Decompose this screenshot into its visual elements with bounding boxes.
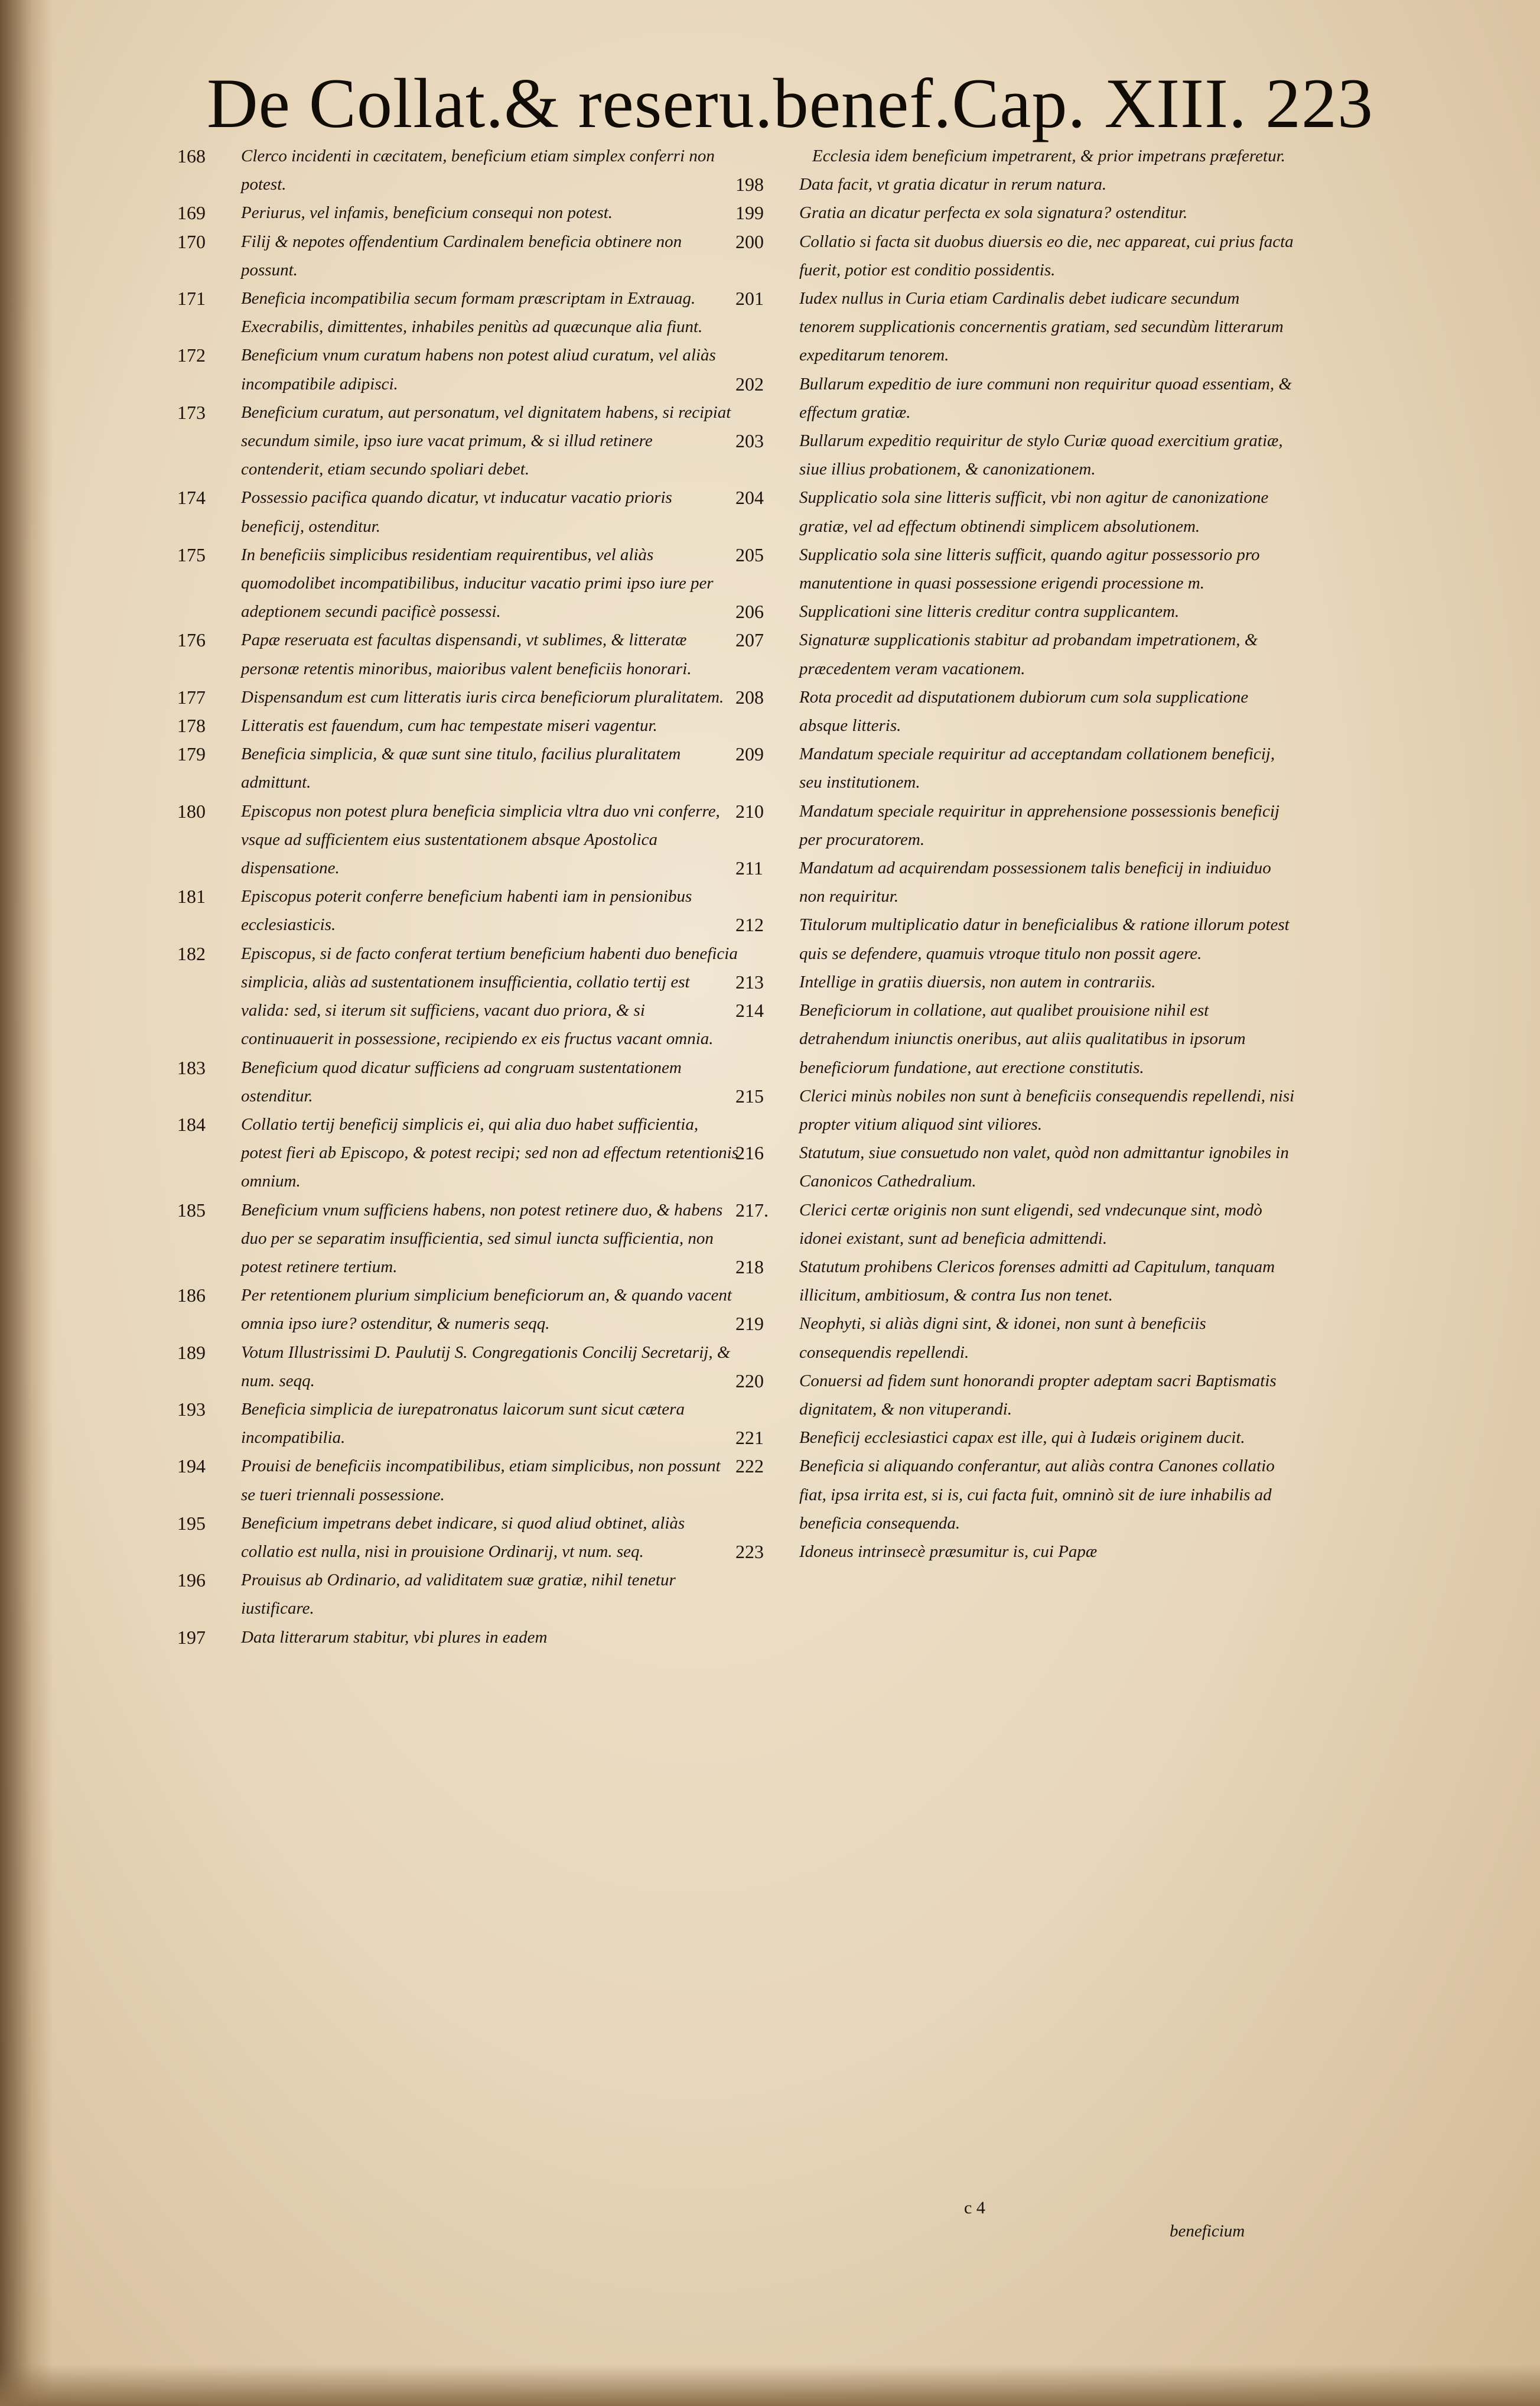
index-entry xyxy=(735,1139,1297,1195)
entry-text: Beneficia incompatibilia secum formam præscriptam in Extrauag. Execrabilis, dimittentes, inhabiles penitùs ad quæcunque alia fiunt. xyxy=(241,289,703,337)
index-entry xyxy=(735,199,1297,227)
index-entry xyxy=(735,170,1297,199)
index-entry xyxy=(735,370,1297,427)
entry-text: Mandatum ad acquirendam possessionem talis beneficij in indiuiduo non requiritur. xyxy=(799,859,1271,906)
index-entry xyxy=(177,939,738,1054)
entry-text: Bullarum expeditio de iure communi non requiritur quoad essentiam, & effectum gratiæ. xyxy=(799,374,1292,422)
entry-number: 216 xyxy=(735,1142,764,1164)
index-entry xyxy=(177,1054,738,1110)
entry-number: 220 xyxy=(735,1370,764,1391)
index-entry xyxy=(177,142,738,199)
signature-mark: c 4 xyxy=(964,2198,985,2218)
entry-text: Statutum prohibens Clericos forenses admitti ad Capitulum, tanquam illicitum, ambitiosum, & contra Ius non tenet. xyxy=(799,1257,1275,1305)
index-entry xyxy=(177,711,738,740)
continuation-text: Ecclesia idem beneficium impetrarent, & prior impetrans præferetur. xyxy=(812,147,1285,165)
entry-text: Iudex nullus in Curia etiam Cardinalis debet iudicare secundum tenorem supplicationis concernentis gratiam, sed secundùm litterarum expeditarum tenorem. xyxy=(799,289,1284,365)
entry-text: Periurus, vel infamis, beneficium consequi non potest. xyxy=(241,203,613,223)
entry-text: Titulorum multiplicatio datur in beneficialibus & ratione illorum potest quis se defendere, quamuis vtroque titulo non possit agere. xyxy=(799,915,1290,963)
entry-number: 207 xyxy=(735,629,764,651)
entry-number: 205 xyxy=(735,544,764,565)
entry-number: 175 xyxy=(177,544,206,565)
index-entry xyxy=(735,626,1297,682)
entry-number: 201 xyxy=(735,288,764,310)
entry-number: 222 xyxy=(735,1455,764,1477)
page-gutter-shadow xyxy=(0,0,53,2406)
entry-text: Data litterarum stabitur, vbi plures in eadem xyxy=(241,1627,548,1647)
entry-text: Clerici certæ originis non sunt eligendi, sed vndecunque sint, modò idonei existant, sunt ad beneficia admittendi. xyxy=(799,1200,1262,1248)
entry-number: 178 xyxy=(177,715,206,737)
entry-number: 213 xyxy=(735,971,764,993)
entry-number: 218 xyxy=(735,1256,764,1277)
entry-number: 204 xyxy=(735,487,764,509)
index-entry xyxy=(735,597,1297,626)
index-entry xyxy=(177,1566,738,1623)
entry-text: Neophyti, si aliàs digni sint, & idonei, non sunt à beneficiis consequendis repellendi. xyxy=(799,1314,1206,1362)
entry-number: 171 xyxy=(177,288,206,310)
entry-number: 180 xyxy=(177,800,206,822)
entry-text: Statutum, siue consuetudo non valet, quòd non admittantur ignobiles in Canonicos Cathedralium. xyxy=(799,1143,1289,1191)
index-entry xyxy=(735,227,1297,284)
index-entry xyxy=(735,968,1297,996)
entry-number: 193 xyxy=(177,1398,206,1420)
index-entry xyxy=(177,1452,738,1508)
index-entry xyxy=(177,1623,738,1651)
entry-text: Episcopus, si de facto conferat tertium beneficium habenti duo beneficia simplicia, aliàs ad sustentationem insufficientia, collatio tertij est valida: sed, si iterum sit sufficiens, vacant duo priora, & si continuauerit in possessione, recipiendo ex eis fructus vacant omnia. xyxy=(241,944,738,1049)
entry-number: 174 xyxy=(177,487,206,509)
entry-text: Prouisus ab Ordinario, ad validitatem suæ gratiæ, nihil tenetur iustificare. xyxy=(241,1571,676,1618)
entry-text: Votum Illustrissimi D. Paulutij S. Congregationis Concilij Secretarij, & num. seqq. xyxy=(241,1342,731,1390)
index-entry xyxy=(735,1196,1297,1253)
entry-text: Mandatum speciale requiritur ad acceptandam collationem beneficij, seu institutionem. xyxy=(799,744,1275,792)
entry-number: 199 xyxy=(735,202,764,224)
index-entry xyxy=(177,882,738,939)
page-bottom-edge xyxy=(0,2365,1540,2406)
index-entry xyxy=(735,1253,1297,1309)
entry-text: Signaturæ supplicationis stabitur ad probandam impetrationem, & præcedentem veram vacationem. xyxy=(799,630,1258,678)
entry-number: 189 xyxy=(177,1341,206,1363)
index-entry xyxy=(177,1196,738,1282)
index-entry xyxy=(735,483,1297,540)
left-column xyxy=(177,142,738,1651)
entry-number: 177 xyxy=(177,686,206,708)
entry-number: 183 xyxy=(177,1056,206,1078)
entry-text: Supplicatio sola sine litteris sufficit, quando agitur possessorio pro manutentione in quasi possessione erigendi processione m. xyxy=(799,545,1260,593)
index-entry xyxy=(735,797,1297,854)
entry-number: 195 xyxy=(177,1512,206,1534)
entry-number: 221 xyxy=(735,1427,764,1449)
entry-text: Filij & nepotes offendentium Cardinalem beneficia obtinere non possunt. xyxy=(241,232,682,279)
index-entry xyxy=(735,1452,1297,1537)
entry-text: Clerici minùs nobiles non sunt à beneficiis consequendis repellendi, nisi propter vitium aliquod sint viliores. xyxy=(799,1086,1295,1134)
entry-number: 217. xyxy=(735,1199,769,1221)
index-entry xyxy=(177,1110,738,1196)
entry-text: Beneficia simplicia de iurepatronatus laicorum sunt sicut cætera incompatibilia. xyxy=(241,1399,685,1448)
entry-text: Supplicationi sine litteris creditur contra supplicantem. xyxy=(799,602,1180,622)
index-entry xyxy=(735,1367,1297,1423)
entry-text: Data facit, vt gratia dicatur in rerum natura. xyxy=(799,175,1107,194)
entry-text: Episcopus non potest plura beneficia simplicia vltra duo vni conferre, vsque ad sufficientem eius sustentationem absque Apostolica dispensatione. xyxy=(241,801,720,878)
entry-text: Possessio pacifica quando dicatur, vt inducatur vacatio prioris beneficij, ostenditur. xyxy=(241,488,672,536)
entry-number: 212 xyxy=(735,914,764,936)
entry-text: Intellige in gratiis diuersis, non autem in contrariis. xyxy=(799,972,1156,991)
entry-number: 223 xyxy=(735,1540,764,1562)
entry-number: 185 xyxy=(177,1199,206,1221)
index-entry xyxy=(177,626,738,682)
entry-number: 176 xyxy=(177,629,206,651)
entry-number: 184 xyxy=(177,1113,206,1135)
index-entry xyxy=(177,683,738,711)
entry-text: Supplicatio sola sine litteris sufficit, vbi non agitur de canonizatione gratiæ, vel ad effectum obtinendi simplicem absolutionem. xyxy=(799,488,1269,536)
index-entry xyxy=(177,541,738,626)
entry-number: 219 xyxy=(735,1313,764,1335)
entry-number: 169 xyxy=(177,202,206,224)
index-entry xyxy=(177,284,738,341)
entry-number: 214 xyxy=(735,1000,764,1022)
entry-text: Beneficium vnum curatum habens non potest aliud curatum, vel aliàs incompatibile adipisci. xyxy=(241,346,716,394)
entry-number: 170 xyxy=(177,230,206,252)
index-entry xyxy=(177,483,738,540)
index-entry xyxy=(177,740,738,796)
entry-text: Conuersi ad fidem sunt honorandi propter adeptam sacri Baptismatis dignitatem, & non vituperandi. xyxy=(799,1371,1277,1419)
entry-number: 215 xyxy=(735,1085,764,1107)
entry-number: 186 xyxy=(177,1285,206,1306)
entry-number: 197 xyxy=(177,1626,206,1648)
index-entry xyxy=(735,541,1297,597)
index-entry xyxy=(177,1509,738,1566)
entry-text: Idoneus intrinsecè præsumitur is, cui Papæ xyxy=(799,1542,1098,1561)
entry-number: 196 xyxy=(177,1569,206,1591)
index-entry xyxy=(735,1537,1297,1566)
entry-text: Beneficiorum in collatione, aut qualibet prouisione nihil est detrahendum iniunctis oneribus, aut aliis qualitatibus in ipsorum beneficiorum fundatione, aut erectione constitutis. xyxy=(799,1001,1246,1077)
entry-text: Mandatum speciale requiritur in apprehensione possessionis beneficij per procuratorem. xyxy=(799,801,1279,849)
entry-number: 200 xyxy=(735,230,764,252)
index-entry xyxy=(177,1281,738,1338)
index-entry xyxy=(177,797,738,883)
entry-text: Papæ reseruata est facultas dispensandi, vt sublimes, & litteratæ personæ retentis minoribus, maioribus valent beneficiis honorari. xyxy=(241,630,692,678)
index-entry xyxy=(177,1395,738,1452)
entry-number: 202 xyxy=(735,373,764,395)
entry-text: Collatio tertij beneficij simplicis ei, qui alia duo habet sufficientia, potest fieri ab Episcopo, & potest recipi; sed non ad effectum retentionis omnium. xyxy=(241,1114,738,1191)
entry-text: Clerco incidenti in cæcitatem, beneficium etiam simplex conferri non potest. xyxy=(241,147,715,194)
entry-text: Beneficium impetrans debet indicare, si quod aliud obtinet, aliàs collatio est nulla, nisi in prouisione Ordinarij, vt num. seq. xyxy=(241,1513,685,1561)
entry-number: 179 xyxy=(177,743,206,765)
index-entry xyxy=(735,1309,1297,1366)
entry-text: Dispensandum est cum litteratis iuris circa beneficiorum pluralitatem. xyxy=(241,687,724,707)
entry-text: Bullarum expeditio requiritur de stylo Curiæ quoad exercitium gratiæ, siue illius probationem, & canonizationem. xyxy=(799,431,1283,479)
entry-text: In beneficiis simplicibus residentiam requirentibus, vel aliàs quomodolibet incompatibilibus, inducitur vacatio primi ipso iure per adeptionem secundi pacificè possessi. xyxy=(241,545,714,622)
entry-number: 182 xyxy=(177,942,206,964)
entry-number: 211 xyxy=(735,857,763,879)
index-entry xyxy=(735,740,1297,796)
right-column-entries xyxy=(735,170,1297,1566)
running-header: De Collat.& reseru.benef.Cap. XIII. 223 xyxy=(207,64,1374,142)
entry-number: 209 xyxy=(735,743,764,765)
entry-number: 168 xyxy=(177,145,206,167)
entry-text: Per retentionem plurium simplicium beneficiorum an, & quando vacent omnia ipso iure? ostenditur, & numeris seqq. xyxy=(241,1286,732,1334)
entry-number: 172 xyxy=(177,344,206,366)
entry-text: Beneficij ecclesiastici capax est ille, qui à Iudæis originem ducit. xyxy=(799,1428,1245,1448)
entry-text: Prouisi de beneficiis incompatibilibus, etiam simplicibus, non possunt se tueri triennali possessione. xyxy=(241,1456,721,1504)
index-entry xyxy=(735,683,1297,740)
index-entry xyxy=(177,1338,738,1395)
entry-text: Beneficia simplicia, & quæ sunt sine titulo, facilius pluralitatem admittunt. xyxy=(241,744,681,792)
entry-text: Beneficium vnum sufficiens habens, non potest retinere duo, & habens duo per se separatim insufficientia, sed simul iuncta sufficientia, non potest retinere tertium. xyxy=(241,1200,723,1276)
index-entry xyxy=(735,284,1297,370)
entry-text: Collatio si facta sit duobus diuersis eo die, nec appareat, cui prius facta fuerit, potior est conditio possidentis. xyxy=(799,232,1294,279)
index-entry xyxy=(177,199,738,227)
entry-number: 208 xyxy=(735,686,764,708)
entry-number: 194 xyxy=(177,1455,206,1477)
entry-text: Beneficium curatum, aut personatum, vel dignitatem habens, si recipiat secundum simile, ipso iure vacat primum, & si illud retinere contenderit, etiam secundo spoliari debet. xyxy=(241,402,731,479)
index-entry xyxy=(735,911,1297,967)
entry-text: Gratia an dicatur perfecta ex sola signatura? ostenditur. xyxy=(799,203,1188,223)
entry-number: 198 xyxy=(735,174,764,196)
entry-number: 203 xyxy=(735,430,764,452)
index-entry xyxy=(177,227,738,284)
index-entry xyxy=(177,341,738,398)
entry-text: Beneficium quod dicatur sufficiens ad congruam sustentationem ostenditur. xyxy=(241,1058,682,1106)
catchword: beneficium xyxy=(1170,2222,1245,2241)
index-entry xyxy=(735,854,1297,911)
entry-number: 173 xyxy=(177,401,206,423)
entry-text: Beneficia si aliquando conferantur, aut aliàs contra Canones collatio fiat, ipsa irrita est, si is, cui facta fuit, omninò sit de iure inhabilis ad beneficia consequenda. xyxy=(799,1456,1275,1533)
entry-number: 210 xyxy=(735,800,764,822)
index-entry xyxy=(735,427,1297,483)
index-entry xyxy=(735,1082,1297,1139)
entry-text: Litteratis est fauendum, cum hac tempestate miseri vagentur. xyxy=(241,716,657,736)
index-entry xyxy=(735,996,1297,1082)
entry-number: 206 xyxy=(735,601,764,623)
entry-number: 181 xyxy=(177,886,206,908)
entry-text: Rota procedit ad disputationem dubiorum cum sola supplicatione absque litteris. xyxy=(799,687,1249,736)
right-column xyxy=(735,142,1297,1566)
entry-text: Episcopus poterit conferre beneficium habenti iam in pensionibus ecclesiasticis. xyxy=(241,887,692,935)
index-entry xyxy=(177,398,738,484)
index-entry xyxy=(735,1423,1297,1452)
